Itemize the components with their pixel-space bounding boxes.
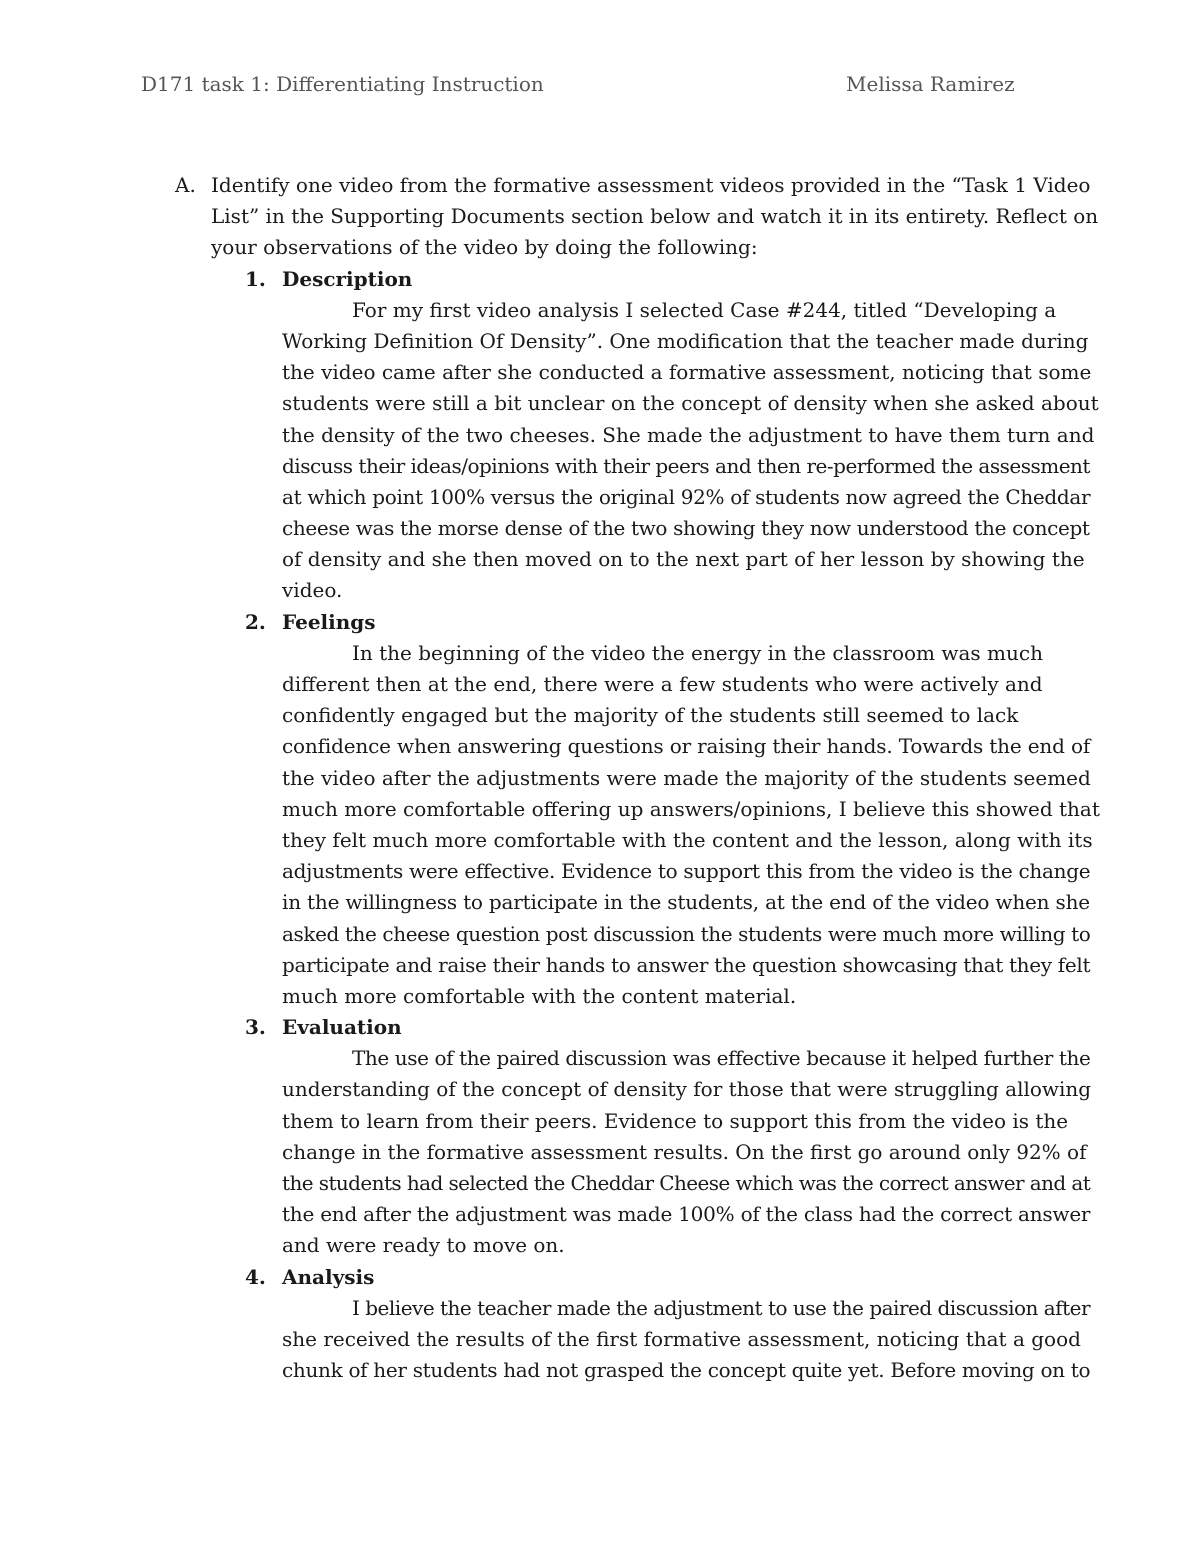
paragraph-line: participate and raise their hands to answer the question showcasing that they felt [282, 952, 1091, 977]
paragraph-line: For my first video analysis I selected Case #244, titled “Developing a [352, 297, 1057, 322]
section-number: 4. [245, 1264, 266, 1289]
paragraph-line: students were still a bit unclear on the concept of density when she asked about [282, 391, 1099, 416]
paragraph-line: confidently engaged but the majority of the students still seemed to lack [282, 703, 1019, 728]
paragraph-line: at which point 100% versus the original 92% of students now agreed the Cheddar [282, 484, 1091, 509]
paragraph-line: understanding of the concept of density for those that were struggling allowing [282, 1077, 1092, 1102]
paragraph-line: different then at the end, there were a few students who were actively and [282, 672, 1043, 696]
paragraph-line: confidence when answering questions or raising their hands. Towards the end of [282, 734, 1091, 759]
paragraph-line: the density of the two cheeses. She made the adjustment to have them turn and [282, 422, 1095, 447]
paragraph-line: she received the results of the first formative assessment, noticing that a good [282, 1326, 1081, 1351]
paragraph-line: discuss their ideas/opinions with their peers and then re-performed the assessment [282, 453, 1090, 478]
paragraph-line: the video came after she conducted a formative assessment, noticing that some [282, 360, 1092, 385]
section-title: Description [282, 266, 413, 291]
section-number: 1. [245, 266, 266, 291]
item-a-line: List” in the Supporting Documents section below and watch it in its entirety. Reflect on [211, 204, 1099, 229]
paragraph-line: the video after the adjustments were made the majority of the students seemed [282, 765, 1091, 790]
paragraph-line: change in the formative assessment results. On the first go around only 92% of [282, 1139, 1087, 1164]
paragraph-line: cheese was the morse dense of the two showing they now understood the concept [282, 516, 1090, 541]
paragraph-line: of density and she then moved on to the next part of her lesson by showing the [282, 547, 1085, 572]
item-a-line [175, 170, 1091, 201]
paragraph-line: the end after the adjustment was made 100% of the class had the correct answer [282, 1202, 1091, 1227]
section-title: Analysis [282, 1264, 375, 1289]
document-body [175, 170, 1100, 1386]
paragraph-line: much more comfortable offering up answers/opinions, I believe this showed that [282, 796, 1100, 821]
section-number: 2. [245, 609, 266, 634]
item-a-text: Identify one video from the formative assessment videos provided in the “Task 1 Video [211, 173, 1091, 197]
section-heading-feelings [175, 607, 1065, 638]
paragraph-line: I believe the teacher made the adjustment to use the paired discussion after [352, 1295, 1091, 1320]
paragraph-line: The use of the paired discussion was effective because it helped further the [352, 1046, 1091, 1071]
paragraph-line: they felt much more comfortable with the content and the lesson, along with its [282, 827, 1093, 852]
paragraph-line: adjustments were effective. Evidence to support this from the video is the change [282, 859, 1091, 884]
header-author-name: Melissa Ramirez [846, 72, 1015, 96]
section-number: 3. [245, 1015, 266, 1040]
paragraph-line: Working Definition Of Density”. One modification that the teacher made during [282, 328, 1089, 353]
paragraph-line: them to learn from their peers. Evidence to support this from the video is the [282, 1108, 1069, 1133]
item-a-line: your observations of the video by doing the following: [211, 235, 758, 260]
paragraph-line: video. [282, 578, 343, 603]
header-course-title: D171 task 1: Differentiating Instruction [141, 72, 544, 96]
paragraph-line: in the willingness to participate in the students, at the end of the video when she [282, 890, 1090, 915]
paragraph-line: In the beginning of the video the energy in the classroom was much [352, 640, 1043, 665]
paragraph-line: much more comfortable with the content material. [282, 983, 797, 1008]
section-title: Feelings [282, 609, 376, 634]
section-heading-analysis [175, 1262, 1065, 1293]
item-a-marker: A. [175, 173, 196, 197]
section-title: Evaluation [282, 1015, 402, 1040]
paragraph-line: asked the cheese question post discussion the students were much more willing to [282, 921, 1091, 946]
paragraph-line: the students had selected the Cheddar Cheese which was the correct answer and at [282, 1171, 1091, 1195]
paragraph-line: and were ready to move on. [282, 1233, 565, 1258]
paragraph-line: chunk of her students had not grasped the concept quite yet. Before moving on to [282, 1358, 1091, 1383]
section-heading-evaluation [175, 1012, 1065, 1043]
section-heading-description [175, 264, 1065, 295]
